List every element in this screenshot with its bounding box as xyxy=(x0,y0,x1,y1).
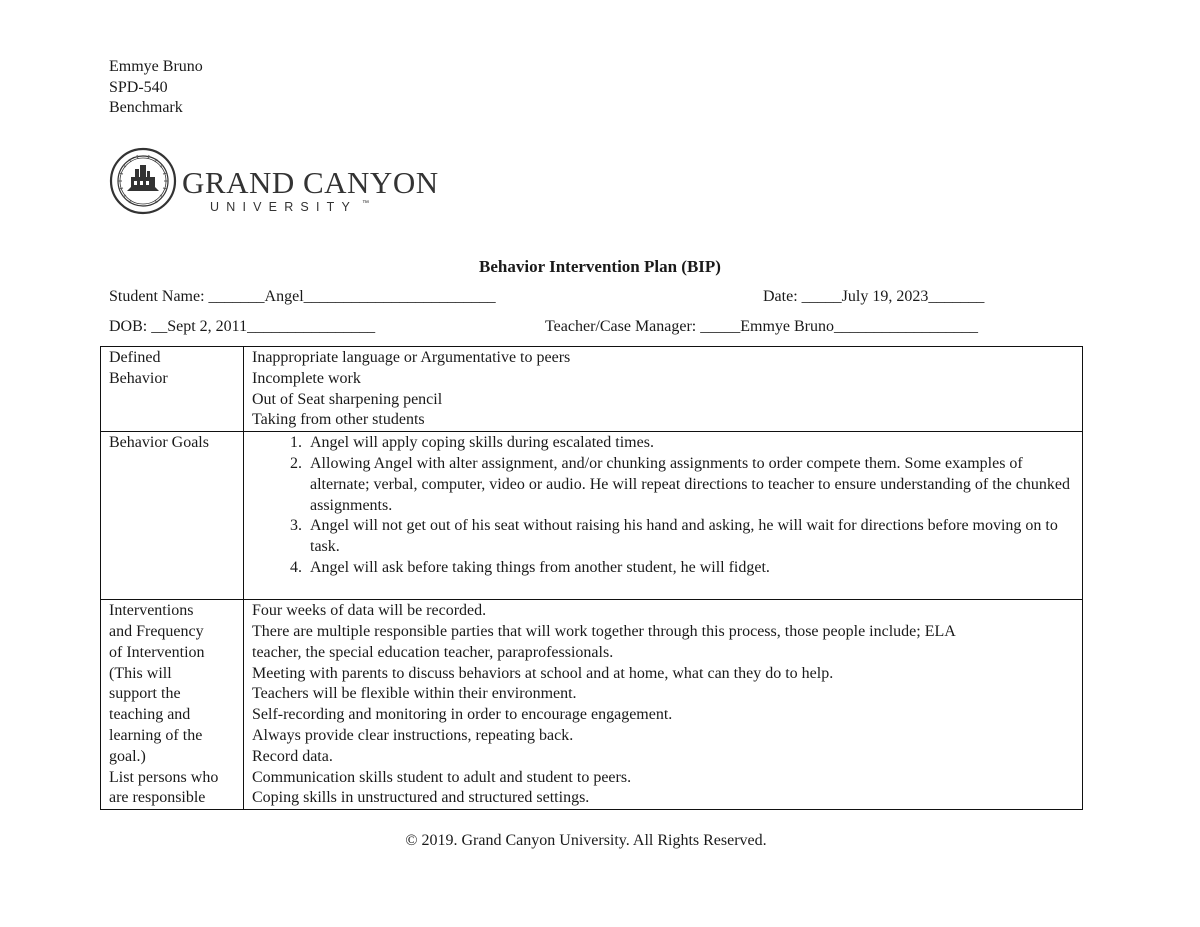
intervention-line: Four weeks of data will be recorded. xyxy=(252,602,487,620)
logo-name-line1: GRAND CANYON xyxy=(182,165,439,200)
behavior-goals-content xyxy=(244,432,1083,600)
label-line: are responsible xyxy=(109,789,206,807)
label-line: support the xyxy=(109,685,181,703)
interventions-content xyxy=(244,600,1083,810)
behavior-item: Out of Seat sharpening pencil xyxy=(252,390,443,408)
page-title: Behavior Intervention Plan (BIP) xyxy=(479,257,721,276)
intervention-line: Communication skills student to adult and student to peers. xyxy=(252,768,632,786)
label-line: (This will xyxy=(109,664,172,682)
bip-table xyxy=(100,346,1083,810)
table-row-behavior-goals xyxy=(101,432,1083,600)
gcu-seal-icon xyxy=(109,147,439,215)
intervention-line: Self-recording and monitoring in order to encourage engagement. xyxy=(252,706,673,724)
label-line: Behavior Goals xyxy=(109,434,209,452)
label-line: and Frequency xyxy=(109,622,204,640)
goal-item: 1. Angel will apply coping skills during escalated times. xyxy=(306,433,1076,454)
label-line: teaching and xyxy=(109,706,191,724)
intervention-line: teacher, the special education teacher, paraprofessionals. xyxy=(252,643,614,661)
logo-trademark: ™ xyxy=(362,200,369,207)
date-field: Date: _____July 19, 2023_______ xyxy=(763,288,985,305)
course-code: SPD-540 xyxy=(109,78,168,96)
label-line: goal.) xyxy=(109,747,146,765)
document-header xyxy=(109,57,203,119)
goal-item: 3. Angel will not get out of his seat without raising his hand and asking, he will wait for directions before moving on to task. xyxy=(306,516,1076,558)
intervention-line: There are multiple responsible parties that will work together through this process, those people include; ELA xyxy=(252,622,956,640)
behavior-item: Inappropriate language or Argumentative to peers xyxy=(252,349,571,366)
copyright-footer: © 2019. Grand Canyon University. All Rights Reserved. xyxy=(405,832,767,849)
label-line: of Intervention xyxy=(109,643,205,661)
defined-behavior-label xyxy=(101,347,244,432)
goal-item: 2. Allowing Angel with alter assignment, and/or chunking assignments to order compete them. Some examples of alternate; verbal, computer, video or audio. He will repeat directions to teacher to ensure understanding of the chunked assignments. xyxy=(306,454,1076,516)
table-row-defined-behavior xyxy=(101,347,1083,432)
student-name-field: Student Name: _______Angel________________________ xyxy=(109,288,496,305)
behavior-goals-label xyxy=(101,432,244,600)
author-name: Emmye Bruno xyxy=(109,58,203,75)
interventions-label xyxy=(101,600,244,810)
table-row-interventions xyxy=(101,600,1083,810)
intervention-line: Meeting with parents to discuss behaviors at school and at home, what can they do to help. xyxy=(252,664,834,682)
assignment-name: Benchmark xyxy=(109,99,183,116)
behavior-item: Taking from other students xyxy=(252,411,425,429)
intervention-line: Teachers will be flexible within their environment. xyxy=(252,685,577,703)
dob-field: DOB: __Sept 2, 2011________________ xyxy=(109,318,376,335)
gcu-logo xyxy=(109,147,439,215)
goal-item: 4. Angel will ask before taking things from another student, he will fidget. xyxy=(306,558,1076,579)
intervention-line: Always provide clear instructions, repeating back. xyxy=(252,726,574,744)
intervention-line: Coping skills in unstructured and structured settings. xyxy=(252,789,590,807)
label-line: Interventions xyxy=(109,602,194,620)
logo-name-line2: UNIVERSITY xyxy=(210,200,358,214)
label-line: List persons who xyxy=(109,768,219,786)
defined-behavior-content xyxy=(244,347,1083,432)
teacher-field: Teacher/Case Manager: _____Emmye Bruno__________________ xyxy=(545,318,979,335)
intervention-line: Record data. xyxy=(252,747,333,765)
goals-list xyxy=(252,433,1076,579)
label-line: learning of the xyxy=(109,726,203,744)
label-line: Defined xyxy=(109,349,161,366)
label-line: Behavior xyxy=(109,369,168,387)
behavior-item: Incomplete work xyxy=(252,369,361,387)
